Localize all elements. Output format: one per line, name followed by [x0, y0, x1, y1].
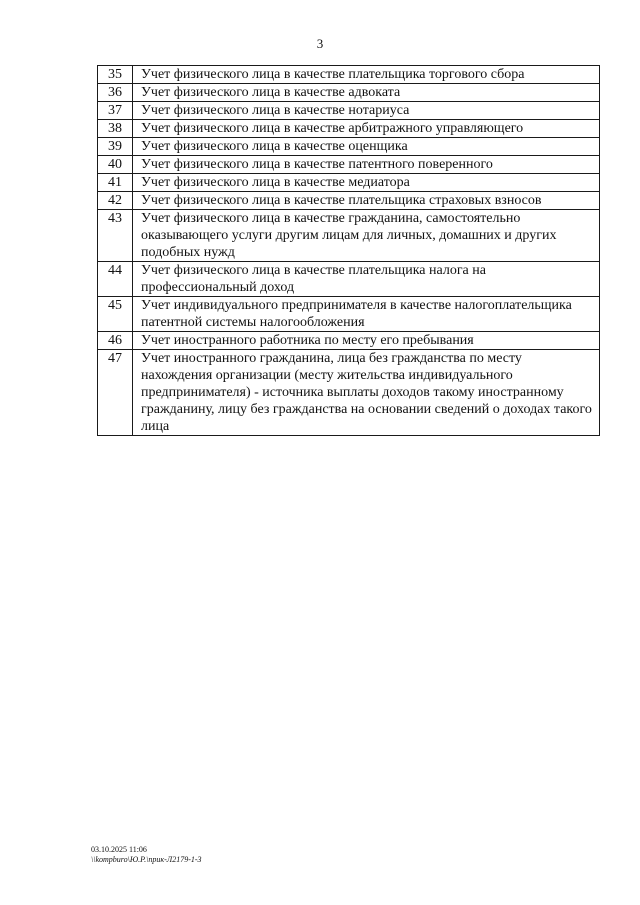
row-text: Учет физического лица в качестве оценщика — [133, 138, 600, 156]
row-text: Учет физического лица в качестве патентного поверенного — [133, 156, 600, 174]
row-number: 47 — [98, 350, 133, 436]
table-row — [98, 210, 600, 262]
document-footer — [91, 845, 202, 865]
row-text: Учет физического лица в качестве арбитражного управляющего — [133, 120, 600, 138]
row-number: 39 — [98, 138, 133, 156]
row-number: 37 — [98, 102, 133, 120]
table-row — [98, 174, 600, 192]
row-text: Учет физического лица в качестве гражданина, самостоятельно оказывающего услуги другим лицам для личных, домашних и других подобных нужд — [133, 210, 600, 262]
row-text: Учет физического лица в качестве плательщика торгового сбора — [133, 66, 600, 84]
table-row — [98, 102, 600, 120]
footer-timestamp: 03.10.2025 11:06 — [91, 845, 147, 854]
table-row — [98, 120, 600, 138]
table-row — [98, 350, 600, 436]
row-text: Учет физического лица в качестве медиатора — [133, 174, 600, 192]
table-row — [98, 192, 600, 210]
footer-file-path: \\kompburo\Ю.Р.\прик-Л2179-1-3 — [91, 855, 202, 864]
row-number: 45 — [98, 297, 133, 332]
row-number: 44 — [98, 262, 133, 297]
row-text: Учет физического лица в качестве нотариуса — [133, 102, 600, 120]
row-number: 40 — [98, 156, 133, 174]
row-text: Учет физического лица в качестве плательщика страховых взносов — [133, 192, 600, 210]
table-row — [98, 156, 600, 174]
table-row — [98, 262, 600, 297]
services-table — [97, 65, 600, 436]
row-number: 36 — [98, 84, 133, 102]
row-text: Учет иностранного работника по месту его пребывания — [133, 332, 600, 350]
table-row — [98, 66, 600, 84]
row-number: 43 — [98, 210, 133, 262]
row-number: 35 — [98, 66, 133, 84]
row-number: 38 — [98, 120, 133, 138]
row-number: 41 — [98, 174, 133, 192]
row-text: Учет физического лица в качестве адвоката — [133, 84, 600, 102]
table-row — [98, 297, 600, 332]
row-text: Учет иностранного гражданина, лица без гражданства по месту нахождения организации (месту жительства индивидуального предпринимателя) - источника выплаты доходов такому иностранному гражданину, лицу без гражданства на основании сведений о доходах такого лица — [133, 350, 600, 436]
row-text: Учет индивидуального предпринимателя в качестве налогоплательщика патентной системы налогообложения — [133, 297, 600, 332]
table-row — [98, 332, 600, 350]
row-number: 42 — [98, 192, 133, 210]
row-number: 46 — [98, 332, 133, 350]
row-text: Учет физического лица в качестве плательщика налога на профессиональный доход — [133, 262, 600, 297]
table-row — [98, 138, 600, 156]
page-number: 3 — [316, 36, 324, 51]
table-row — [98, 84, 600, 102]
